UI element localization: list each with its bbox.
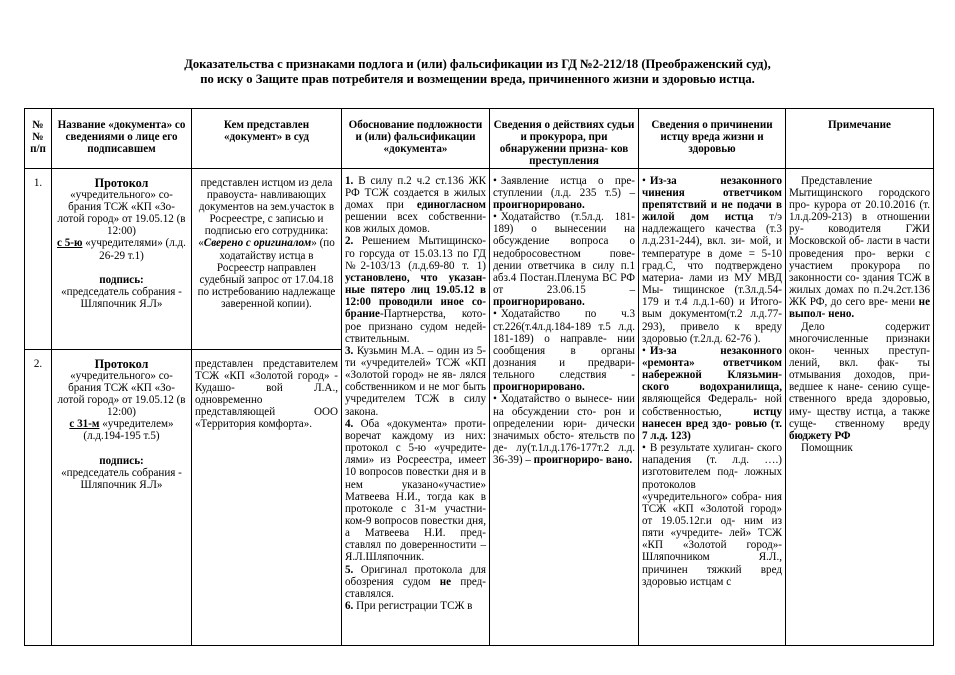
evidence-table xyxy=(24,108,934,646)
table-header-row xyxy=(25,109,934,169)
document-title: Протокол xyxy=(94,356,149,371)
row-number: 1. xyxy=(25,168,52,349)
list-item: 5. Оригинал протокола для обозрения судом не пред- ставлялся. xyxy=(345,563,486,600)
list-item: • В результате хулиган- ского нападения (т. л.д. ….) изготовителем под- ложных протоколов «учредительного» собра- ния ТСЖ «КП «Золотой город» от 19.05.12г.и од- ним из пяти «учредите- лей» ТСЖ «КП «Золотой город»- Шляпочником Я.Л., причинен тяжкий вред здоровью истцам с xyxy=(642,442,782,588)
founder-details: «учредителями» (л.д. 26-29 т.1) xyxy=(82,237,186,262)
header-num: № № п/п xyxy=(25,109,52,169)
header-document-name: Название «документа» со сведениями о лице его подписавшем xyxy=(52,109,192,169)
list-item: • Ходатайство о вынесе- нии на обсуждении сто- рон и определении юри- дически значимых обсто- ятельств по де- лу(т.1л.д.176-177т.2 л.д. 36-39) – проигнориро- вано. xyxy=(493,393,635,466)
signature-text: «председатель собрания - Шляпочник Я.Л» xyxy=(61,466,182,491)
note-paragraph: Дело содержит многочисленные признаки окон- ченных преступ- лений, вкл. фак- ты отмывания доходов, при- ведшее к нане- сению суще- ственного вреда здоровью, иму- ществу истца, а также суще- ственному вреду бюджету РФ xyxy=(789,320,930,442)
list-item: 4. Оба «документа» проти- воречат каждому из них: протокол с 5-ю «учредите- лями» из Росреестра, имеет 10 вопросов повестки дня и в нем указано«участие» Матвеева Н.И., тогда как в протоколе с 31-м участни- ком-9 вопросов повестки дня, а Матвеева Н.И. пред- ставлял по доверенностити – Я.Л.Шляпочник. xyxy=(345,417,486,564)
presented-text-end: » (по ходатайству истца в Росреестр направлен судебный запрос от 17.04.18 по истребованию надлежаще заверенной копии). xyxy=(197,237,336,311)
title-line-1: Доказательства с признаками подлога и (или) фальсификации из ГД №2-212/18 (Преображенский суд), xyxy=(184,57,771,71)
list-item: • Заявление истца о пре- ступлении (л.д. 235 т.5) – проигнорировано. xyxy=(493,175,635,211)
list-item: 3. Кузьмин М.А. – один из 5-ти «учредителей» ТСЖ «КП «Золотой город» не яв- лялся собственником и не мог быть учредителем ТСЖ в силу закона. xyxy=(345,344,486,418)
list-item: 2. Решением Мытищинско- го горсуда от 15.03.13 по ГД №2-103/13 (л.д.69-80 т. 1) установлено, что указан- ные пятеро лиц 19.05.12 в 12:00 проводили иное со- брание-Партнерства, кото- рое признано судом недей- ствительным. xyxy=(345,235,486,345)
note-cell xyxy=(786,168,934,645)
verified-stamp-text: Сверено с оригиналом xyxy=(203,237,312,250)
header-presented-by: Кем представлен «документ» в суд xyxy=(192,109,342,169)
list-item: • Из-за незаконного чинения ответчиком препятствий и не подачи в жилой дом истца т/э надлежащего качества (т.3 л.д.231-244), вкл. зи- мой, и температуре в доме = 5-10 град.С, что подтверждено материа- лами из МУ МВД Мы- тищинское (т.3л.д.54-179 и т.4 л.д.1-60) и Итого- вым документом(т.2 л.д.77-293), привело к вреду здоровью (т.2л.д. 62-76 ). xyxy=(642,175,782,345)
document-title xyxy=(0,57,955,86)
list-item: • Из-за незаконного «ремонта» ответчиком набережной Клязьмин- ского водохранилища, являющейся Федераль- ной собственностью, истцу нанесен вред здо- ровью (т. 7 л.д. 123) xyxy=(642,345,782,442)
presented-by-cell xyxy=(192,349,342,645)
signature-label: подпись: xyxy=(99,273,144,286)
founder-count: с 31-м xyxy=(69,418,100,431)
founder-count: с 5-ю xyxy=(57,237,83,250)
document-name-cell xyxy=(52,349,192,645)
row-number: 2. xyxy=(25,349,52,645)
signature-text: «председатель собрания - Шляпочник Я.Л» xyxy=(61,285,182,311)
document-description: «учредительного» со- брания ТСЖ «КП «Зо- лотой город» от 19.05.12 (в 12:00) xyxy=(57,369,186,419)
list-item: 6. При регистрации ТСЖ в xyxy=(345,600,473,613)
presented-by-cell xyxy=(192,168,342,349)
list-item: 1. В силу п.2 ч.2 ст.136 ЖК РФ ТСЖ создается в жилых домах при единогласном решении всех собственни- ков жилых домов. xyxy=(345,174,486,236)
note-paragraph: Помощник xyxy=(801,442,853,455)
header-grounds: Обоснование подложности и (или) фальсификации «документа» xyxy=(342,109,490,169)
document-description: «учредительного» со- брания ТСЖ «КП «Зо- лотой город» от 19.05.12 (в 12:00) xyxy=(57,188,186,238)
actions-cell xyxy=(490,168,639,645)
header-harm: Сведения о причинении истцу вреда жизни и здоровью xyxy=(639,109,786,169)
note-paragraph: Представление Мытищинского городского про- курора от 20.10.2016 (т. 1л.д.209-213) в отношении ру- ководителя ГЖИ Московской об- ласти в части проведения про- верки с участием прокурора по законности со- здания ТСЖ в жилых домах по п.2ч.2ст.136 ЖК РФ, до сего вре- мени не выпол- нено. xyxy=(789,174,930,321)
header-note: Примечание xyxy=(786,109,934,169)
founder-details: «учредителем» (л.д.194-195 т.5) xyxy=(83,418,174,443)
presented-text: представлен истцом из дела правоуста- навливающих документов на зем.участок в Росреестре, с записью и подписью его сотрудника: « xyxy=(198,176,335,250)
list-item: • Ходатайство по ч.3 ст.226(т.4л.д.184-189 т.5 л.д. 181-189) о направле- нии сообщения в органы дознания и предвари- тельного следствия - проигнорировано. xyxy=(493,308,635,393)
header-actions: Сведения о действиях судьи и прокурора, при обнаружении призна- ков преступления xyxy=(490,109,639,169)
harm-cell xyxy=(639,168,786,645)
presented-text: представлен представителем ТСЖ «КП «Золотой город» - Кудашо- вой Л.А., одновременно представляющей ООО «Территория комфорта». xyxy=(195,357,338,431)
document-title: Протокол xyxy=(94,175,149,190)
grounds-cell xyxy=(342,168,490,645)
table-row xyxy=(25,168,934,349)
document-name-cell xyxy=(52,168,192,349)
list-item: • Ходатайство (т.5л.д. 181-189) о вынесении на обсуждение вопроса о недобросовестном пове- дении ответчика в силу п.1 абз.4 Постан.Пленума ВС РФ от 23.06.15 – проигнорировано. xyxy=(493,211,635,308)
signature-label: подпись: xyxy=(99,454,144,467)
title-line-2: по иску о Защите прав потребителя и возмещении вреда, причиненного жизни и здоровью истца. xyxy=(200,71,755,86)
